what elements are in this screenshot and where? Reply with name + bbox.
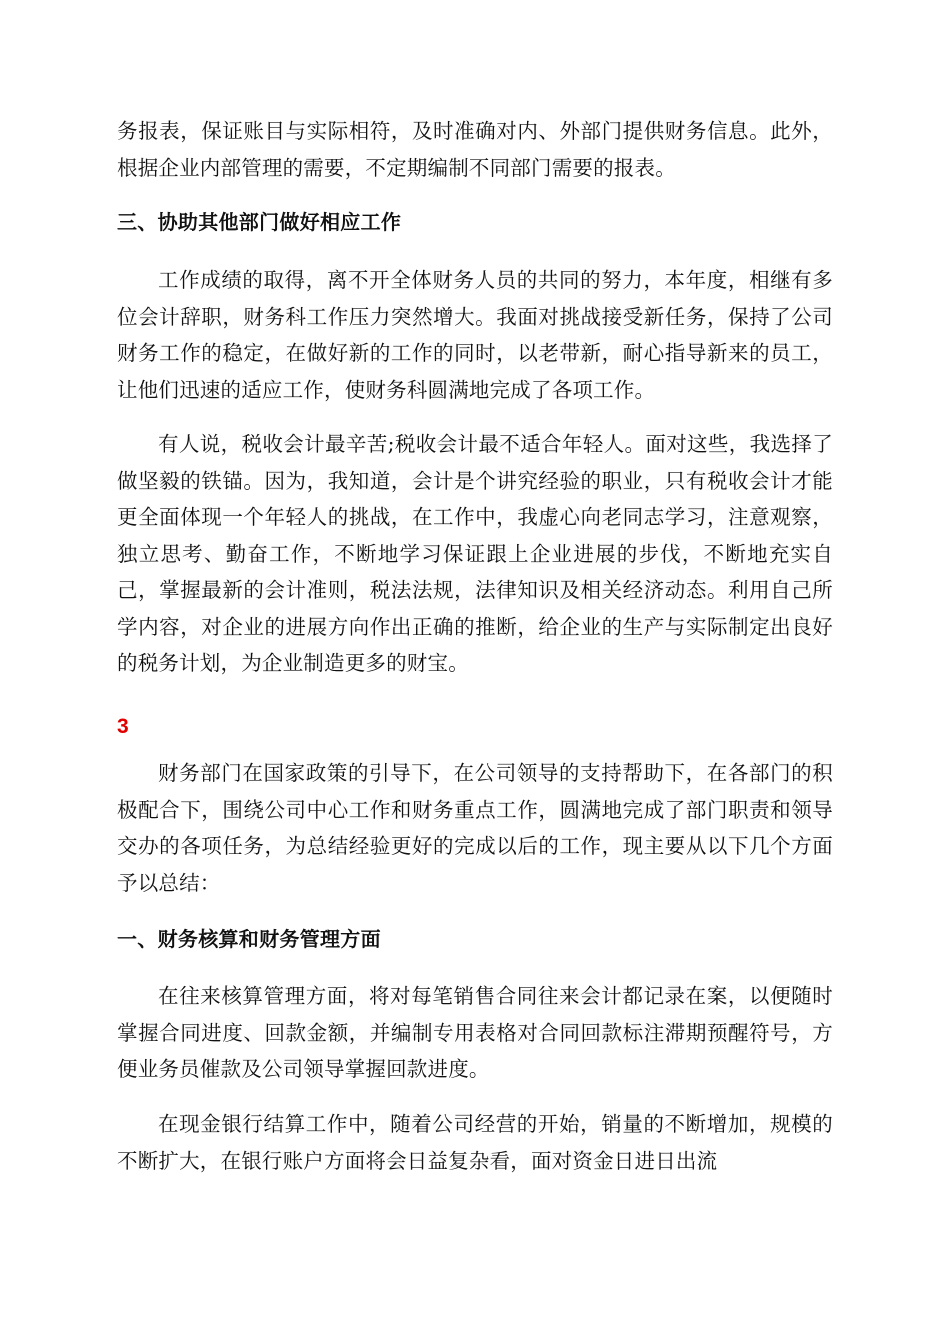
paragraph-intro: 财务部门在国家政策的引导下，在公司领导的支持帮助下，在各部门的积极配合下，围绕公司中心工作和财务重点工作，圆满地完成了部门职责和领导交办的各项任务，为总结经验更好的完成以后的工作，现主要从以下几个方面予以总结： bbox=[117, 761, 833, 895]
continuation-paragraph: 务报表，保证账目与实际相符，及时准确对内、外部门提供财务信息。此外，根据企业内部管理的需要，不定期编制不同部门需要的报表。 bbox=[117, 119, 833, 180]
paragraph-cash-bank: 在现金银行结算工作中，随着公司经营的开始，销量的不断增加，规模的不断扩大，在银行账户方面将会日益复杂看，面对资金日进日出流 bbox=[117, 1112, 833, 1173]
paragraph-work-results: 工作成绩的取得，离不开全体财务人员的共同的努力，本年度，相继有多位会计辞职，财务科工作压力突然增大。我面对挑战接受新任务，保持了公司财务工作的稳定，在做好新的工作的同时，以老带新，耐心指导新来的员工，让他们迅速的适应工作，使财务科圆满地完成了各项工作。 bbox=[117, 268, 833, 402]
section-heading-accounting-management: 一、财务核算和财务管理方面 bbox=[117, 927, 381, 951]
paragraph-receivables: 在往来核算管理方面，将对每笔销售合同往来会计都记录在案，以便随时掌握合同进度、回款金额，并编制专用表格对合同回款标注滞期预醒符号，方便业务员催款及公司领导掌握回款进度。 bbox=[117, 984, 833, 1081]
section-heading-assist-departments: 三、协助其他部门做好相应工作 bbox=[117, 210, 402, 234]
paragraph-tax-accounting: 有人说，税收会计最辛苦;税收会计最不适合年轻人。面对这些，我选择了做坚毅的铁锚。因为，我知道，会计是个讲究经验的职业，只有税收会计才能更全面体现一个年轻人的挑战，在工作中，我虚心向老同志学习，注意观察，独立思考、勤奋工作，不断地学习保证跟上企业进展的步伐，不断地充实自己，掌握最新的会计准则，税法法规，法律知识及相关经济动态。利用自己所学内容，对企业的进展方向作出正确的推断，给企业的生产与实际制定出良好的税务计划，为企业制造更多的财宝。 bbox=[117, 432, 833, 675]
section-number: 3 bbox=[117, 715, 129, 738]
